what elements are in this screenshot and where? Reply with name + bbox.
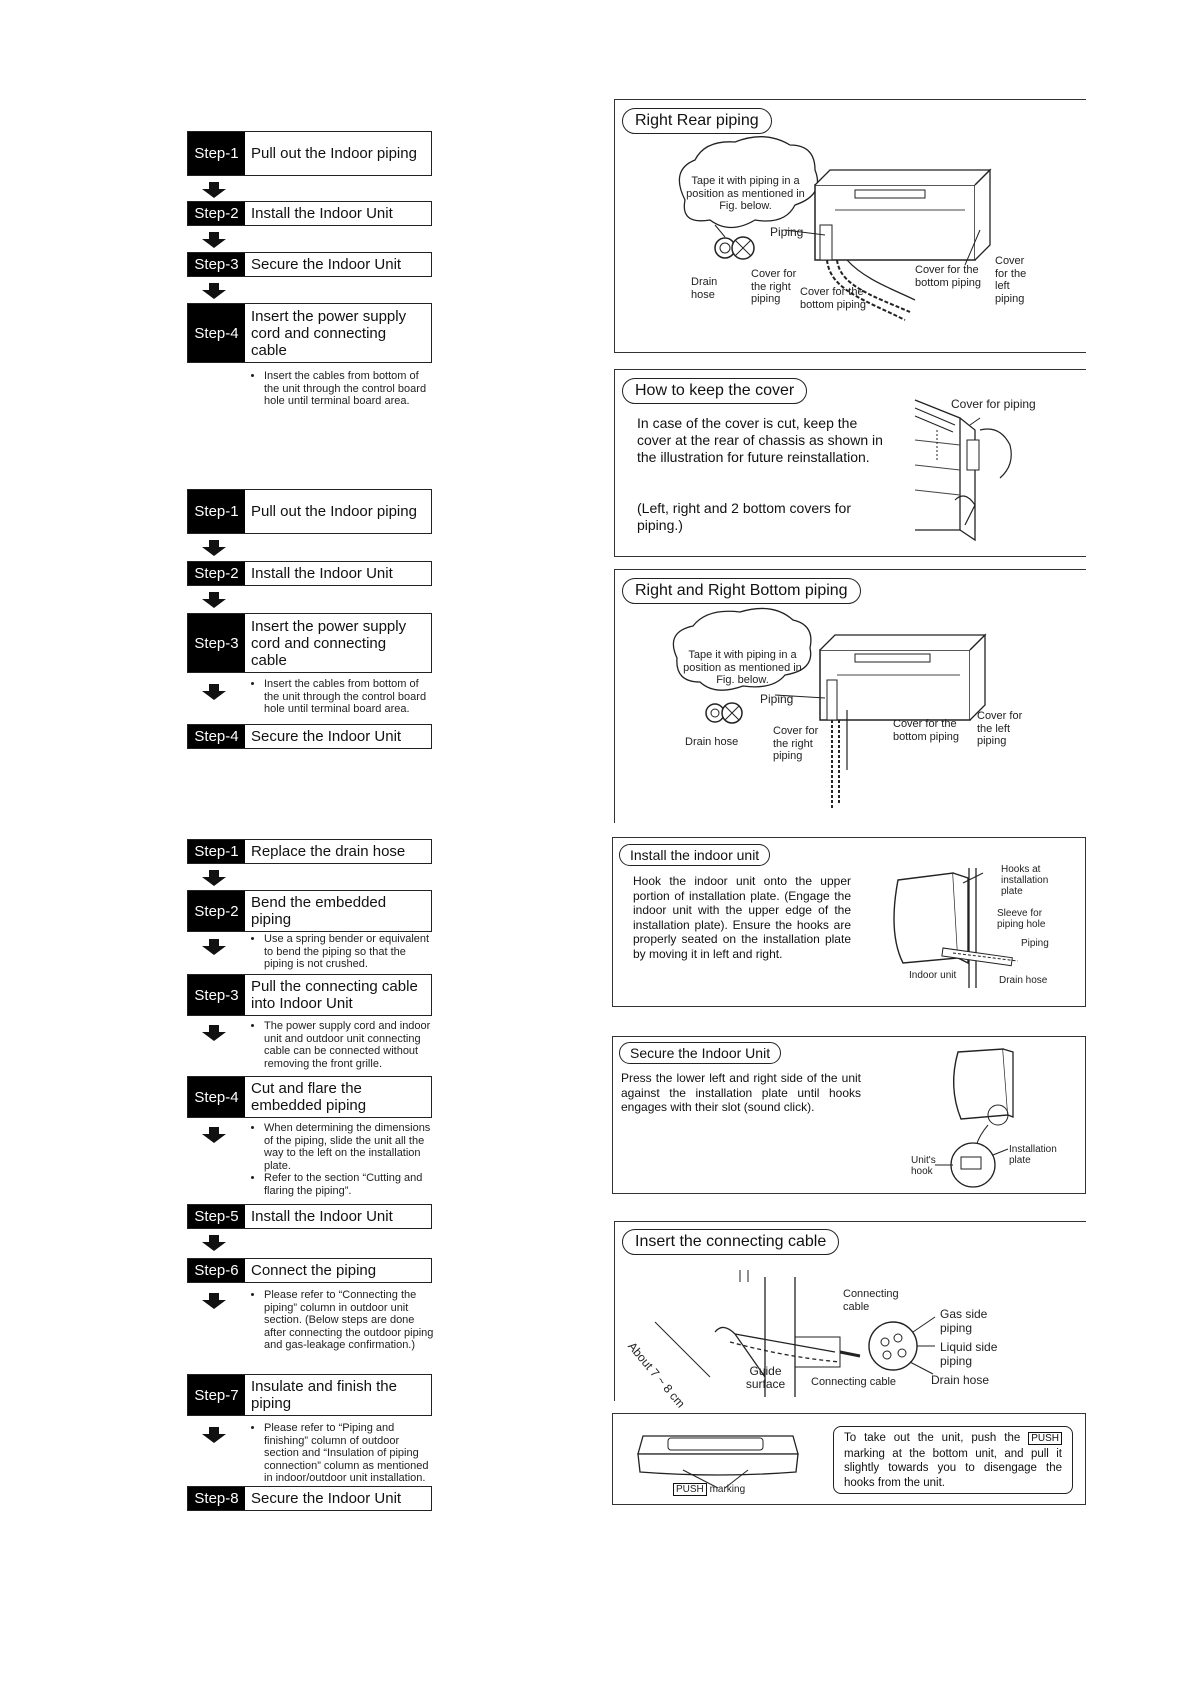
label-piping: Piping <box>770 225 804 239</box>
bubble-text: Tape it with piping in a position as mentioned in Fig. below. <box>683 649 802 686</box>
label-cover-right: Cover for the right piping <box>751 268 797 305</box>
step-label: Install the Indoor Unit <box>251 1208 393 1225</box>
label-cover-left: Cover for the left piping <box>977 710 1023 747</box>
panel-secure-indoor-unit <box>612 1036 1086 1194</box>
label-cover-bottom: Cover for the bottom piping <box>800 286 867 311</box>
flow2-step-4 <box>187 724 432 749</box>
flow3-note-step3: • The power supply cord and indoor unit and outdoor unit connecting cable can be connected without removing the front grille. <box>250 1020 435 1070</box>
label-cover-bottom: Cover for the bottom piping <box>893 718 960 743</box>
step-label: Pull out the Indoor piping <box>251 503 417 520</box>
keep-cover-note: (Left, right and 2 bottom covers for piping.) <box>637 500 851 533</box>
panel-title: Secure the Indoor Unit <box>619 1042 781 1064</box>
panel-push-marking <box>612 1413 1086 1505</box>
step-tag: Step-1 <box>188 132 245 175</box>
flow3-step-4 <box>187 1076 432 1118</box>
label-drain-hose: Drain hose <box>999 975 1048 986</box>
step-label: Install the Indoor Unit <box>251 205 393 222</box>
label-gas-side: Gas side piping <box>940 1307 988 1335</box>
step-tag: Step-3 <box>188 975 245 1015</box>
right-rear-diagram <box>615 100 1087 354</box>
step-tag: Step-1 <box>188 840 245 863</box>
panel-title: Right and Right Bottom piping <box>622 578 861 604</box>
flow3-step-8 <box>187 1486 432 1511</box>
flow2-step-2 <box>187 561 432 586</box>
label-cover-left: Cover for the left piping <box>995 255 1027 305</box>
right-bottom-diagram <box>615 570 1087 824</box>
label-cover-right: Cover for the right piping <box>773 725 819 762</box>
step-label: Replace the drain hose <box>251 843 406 860</box>
step-tag: Step-3 <box>188 614 245 672</box>
flow1-step-4 <box>187 303 432 363</box>
step-label: Insert the power supply cord and connecting cable <box>251 617 407 669</box>
step-tag: Step-8 <box>188 1487 245 1510</box>
flow1-step-1 <box>187 131 432 176</box>
secure-diagram <box>613 1037 1087 1195</box>
panel-insert-cable <box>614 1221 1086 1411</box>
flow3-step-6 <box>187 1258 432 1283</box>
flow2-step-3 <box>187 613 432 673</box>
flow3-step-2 <box>187 890 432 932</box>
flow3-note-step2: • Use a spring bender or equivalent to bend the piping so that the piping is not crushed. <box>250 933 435 971</box>
step-tag: Step-2 <box>188 562 245 585</box>
panel-title: How to keep the cover <box>622 378 807 404</box>
keep-cover-diagram <box>615 370 1087 558</box>
panel-right-rear-piping <box>614 99 1086 353</box>
step-tag: Step-4 <box>188 304 245 362</box>
step-label: Insert the power supply cord and connecting cable <box>251 307 407 359</box>
label-drain-hose: Drain hose <box>691 276 718 301</box>
step-tag: Step-5 <box>188 1205 245 1228</box>
secure-text: Press the lower left and right side of the unit against the installation plate until hooks engages with their slot (sound click). <box>621 1071 861 1114</box>
panel-right-bottom-piping <box>614 569 1086 823</box>
step-tag: Step-4 <box>188 725 245 748</box>
label-units-hook: Unit's hook <box>911 1155 936 1177</box>
label-about: About 7 ~ 8 cm <box>625 1339 688 1411</box>
step-tag: Step-3 <box>188 253 245 276</box>
step-label: Pull the connecting cable into Indoor Unit <box>251 978 418 1012</box>
step-label: Bend the embedded piping <box>251 894 387 928</box>
step-tag: Step-7 <box>188 1375 245 1415</box>
panel-title: Install the indoor unit <box>619 844 770 866</box>
step-tag: Step-2 <box>188 891 245 931</box>
flow1-step-2 <box>187 201 432 226</box>
install-text: Hook the indoor unit onto the upper portion of installation plate. (Engage the indoor unit with the upper edge of the installation plate). Ensure the hooks are properly seated on the installation plate by moving it in left and right. <box>633 874 851 961</box>
step-tag: Step-2 <box>188 202 245 225</box>
label-connecting-cable-1: Connecting cable <box>843 1288 899 1313</box>
panel-title: Insert the connecting cable <box>622 1229 839 1255</box>
flow3-step-1 <box>187 839 432 864</box>
flow2-step-1 <box>187 489 432 534</box>
push-instructions: To take out the unit, push the PUSH marking at the bottom unit, and pull it slightly towards you to disengage the hooks from the unit. <box>833 1426 1073 1494</box>
flow3-note-step4: • When determining the dimensions of the piping, slide the unit all the way to the left on the installation plate. • Refer to the section “Cutting and flaring the piping”. <box>250 1122 435 1198</box>
flow3-step-7 <box>187 1374 432 1416</box>
label-guide-surface: Guide surface <box>745 1364 786 1391</box>
label-piping: Piping <box>1021 938 1049 949</box>
flow2-note: • Insert the cables from bottom of the unit through the control board hole until terminal board area. <box>250 678 435 716</box>
step-label: Connect the piping <box>251 1262 377 1279</box>
flow1-note: • Insert the cables from bottom of the unit through the control board hole until terminal board area. <box>250 370 435 408</box>
bubble-text: Tape it with piping in a position as mentioned in Fig. below. <box>686 175 805 212</box>
flow3-note-step6: • Please refer to “Connecting the piping” column in outdoor unit section. (Below steps are done after connecting the outdoor piping and gas-leakage confirmation.) <box>250 1289 435 1352</box>
push-badge: PUSH <box>673 1483 707 1496</box>
label-piping: Piping <box>760 692 794 706</box>
label-liquid-side: Liquid side piping <box>940 1340 998 1368</box>
step-tag: Step-1 <box>188 490 245 533</box>
keep-cover-text: In case of the cover is cut, keep the cover at the rear of chassis as shown in the illustration for future reinstallation. <box>637 415 883 465</box>
panel-keep-cover <box>614 369 1086 557</box>
label-drain-hose: Drain hose <box>685 736 739 748</box>
panel-title: Right Rear piping <box>622 108 772 134</box>
label-drain-hose: Drain hose <box>931 1373 990 1387</box>
step-label: Secure the Indoor Unit <box>251 256 402 273</box>
flow3-step-3 <box>187 974 432 1016</box>
step-tag: Step-4 <box>188 1077 245 1117</box>
label-hooks: Hooks at installation plate <box>1001 864 1049 897</box>
label-sleeve: Sleeve for piping hole <box>997 908 1046 930</box>
label-installation-plate: Installation plate <box>1009 1144 1057 1166</box>
label-indoor-unit: Indoor unit <box>909 970 957 981</box>
step-label: Install the Indoor Unit <box>251 565 393 582</box>
flow3-note-step7: • Please refer to “Piping and finishing” column of outdoor section and “Insulation of piping connection” column as mentioned in indoor/outdoor unit installation. <box>250 1422 435 1485</box>
step-label: Cut and flare the embedded piping <box>251 1080 367 1114</box>
label-cover-bottom-2: Cover for the bottom piping <box>915 264 982 289</box>
step-label: Pull out the Indoor piping <box>251 145 417 162</box>
label-cover-piping: Cover for piping <box>951 397 1036 411</box>
label-connecting-cable-2: Connecting cable <box>811 1376 897 1388</box>
flow1-step-3 <box>187 252 432 277</box>
panel-install-indoor-unit <box>612 837 1086 1007</box>
push-marking-label: PUSH marking <box>673 1484 745 1497</box>
flow3-step-5 <box>187 1204 432 1229</box>
step-label: Secure the Indoor Unit <box>251 728 402 745</box>
step-label: Secure the Indoor Unit <box>251 1490 402 1507</box>
step-label: Insulate and finish the piping <box>251 1378 397 1412</box>
push-badge-inline: PUSH <box>1028 1432 1062 1445</box>
step-tag: Step-6 <box>188 1259 245 1282</box>
